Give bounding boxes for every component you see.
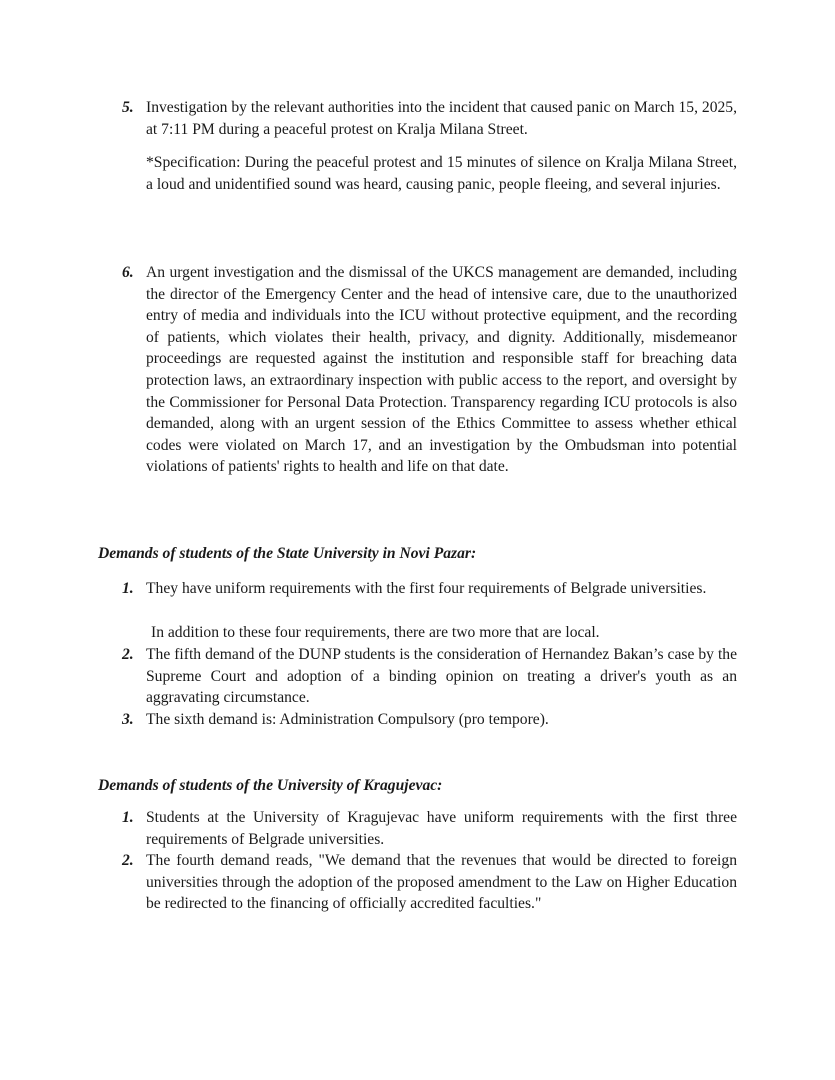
section-heading-kragujevac: Demands of students of the University of Kragujevac: [98,777,443,794]
demand-item-text: They have uniform requirements with the first four requirements of Belgrade universities. [146,580,707,597]
item-number: 5. [122,99,134,116]
item-number: 6. [122,264,134,281]
specification-note: *Specification: During the peaceful protest and 15 minutes of silence on Kralja Milana Street, a loud and unidentified sound was heard, causing panic, people fleeing, and several injuries. [146,154,737,193]
demand-item-text: Investigation by the relevant authorities into the incident that caused panic on March 15, 2025, at 7:11 PM during a peaceful protest on Kralja Milana Street. [146,99,737,138]
demand-item-text: The fifth demand of the DUNP students is the consideration of Hernandez Bakan’s case by the Supreme Court and adoption of a binding opinion on treating a driver's youth as an aggravating circumstance. [146,646,737,707]
demand-item-text: The sixth demand is: Administration Compulsory (pro tempore). [146,711,549,728]
item-number: 2. [122,852,134,869]
demand-item-text: An urgent investigation and the dismissal of the UKCS management are demanded, including the director of the Emergency Center and the head of intensive care, due to the unauthorized entry of media and individuals into the ICU without protective equipment, and the recording of patients, which violates their health, privacy, and dignity. Additionally, misdemeanor proceedings are requested against the institution and responsible staff for breaching data protection laws, an extraordinary inspection with public access to the report, and oversight by the Commissioner for Personal Data Protection. Transparency regarding ICU protocols is also demanded, along with an urgent session of the Ethics Committee to assess whether ethical codes were violated on March 17, and an investigation by the Ombudsman into potential violations of patients' rights to health and life on that date. [146,264,737,476]
item-number: 1. [122,809,134,826]
item-number: 1. [122,580,134,597]
additional-note: In addition to these four requirements, there are two more that are local. [151,624,600,641]
item-number: 2. [122,646,134,663]
demand-item-text: The fourth demand reads, "We demand that the revenues that would be directed to foreign universities through the adoption of the proposed amendment to the Law on Higher Education be redirected to the financing of officially accredited faculties." [146,852,737,913]
demand-item-text: Students at the University of Kragujevac have uniform requirements with the first three requirements of Belgrade universities. [146,809,737,848]
section-heading-novi-pazar: Demands of students of the State University in Novi Pazar: [98,545,477,562]
item-number: 3. [122,711,134,728]
